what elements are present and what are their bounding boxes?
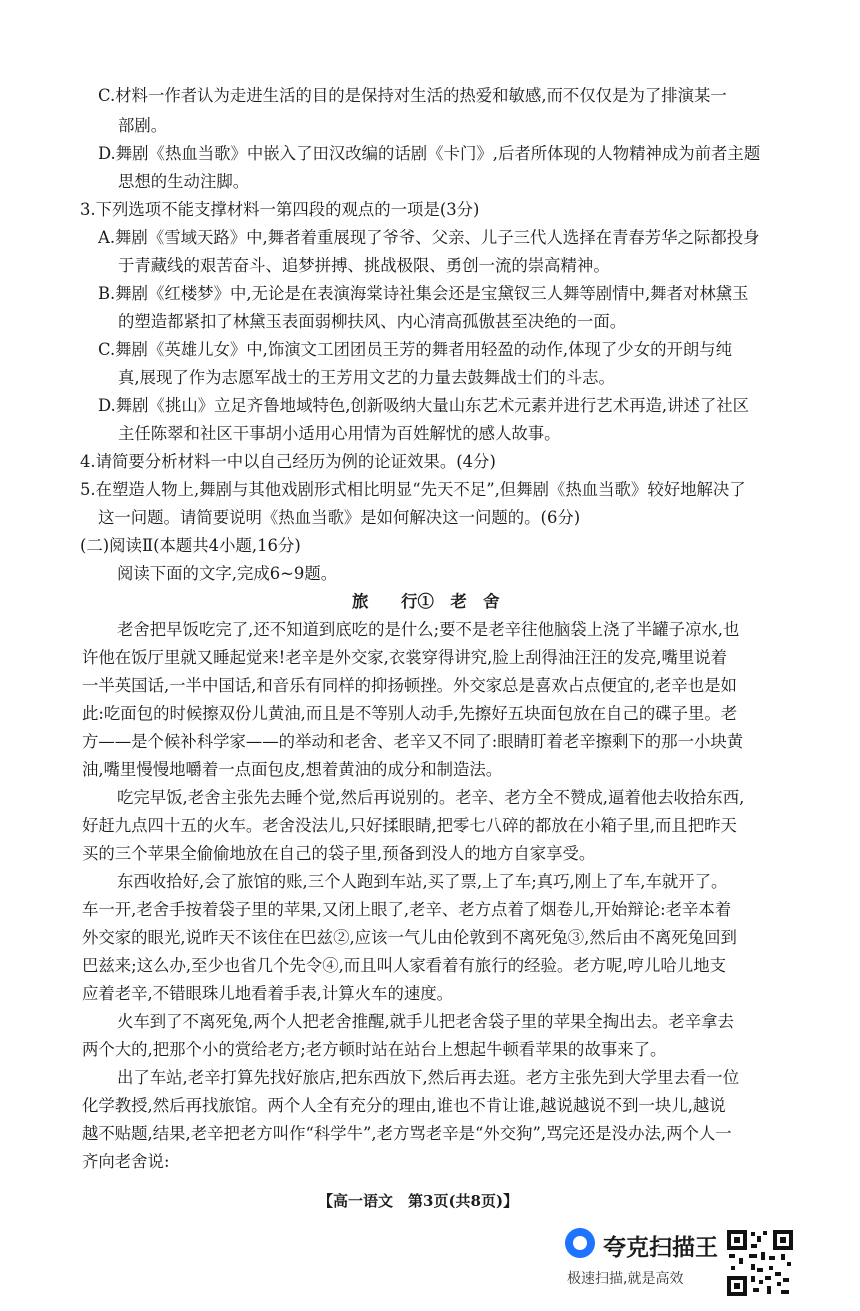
option-2d-line1: D.舞剧《热血当歌》中嵌入了田汉改编的话剧《卡门》,后者所体现的人物精神成为前者主题 (98, 144, 761, 163)
question-5-line1: 5.在塑造人物上,舞剧与其他戏剧形式相比明显“先天不足”,但舞剧《热血当歌》较好地解决了 (80, 480, 746, 499)
option-3b-line2: 的塑造都紧扣了林黛玉表面弱柳扶风、内心清高孤傲甚至决绝的一面。 (118, 312, 627, 331)
passage-line: 吃完早饭,老舍主张先去睡个觉,然后再说别的。老辛、老方全不赞成,逼着他去收拾东西, (117, 788, 745, 807)
option-3b-line1: B.舞剧《红楼梦》中,无论是在表演海棠诗社集会还是宝黛钗三人舞等剧情中,舞者对林黛玉 (98, 284, 749, 303)
option-3a-line2: 于青藏线的艰苦奋斗、追梦拼搏、挑战极限、勇创一流的崇高精神。 (118, 256, 610, 275)
option-3c-line1: C.舞剧《英雄儿女》中,饰演文工团团员王芳的舞者用轻盈的动作,体现了少女的开朗与纯 (98, 340, 733, 359)
scanner-watermark (565, 1228, 725, 1288)
question-4: 4.请简要分析材料一中以自己经历为例的论证效果。(4分) (80, 452, 496, 471)
option-2c-line2: 部剧。 (118, 116, 168, 135)
option-2d-line2: 思想的生动注脚。 (118, 172, 250, 191)
question-5-line2: 这一问题。请简要说明《热血当歌》是如何解决这一问题的。(6分) (98, 508, 581, 527)
passage-line: 越不贴题,结果,老辛把老方叫作“科学牛”,老方骂老辛是“外交狗”,骂完还是没办法,两个人一 (82, 1124, 732, 1143)
passage-line: 外交家的眼光,说昨天不该住在巴兹②,应该一气儿由伦敦到不离死兔③,然后由不离死兔回到 (82, 928, 737, 947)
passage-line: 方——是个候补科学家——的举动和老舍、老辛又不同了:眼睛盯着老辛擦剩下的那一小块黄 (82, 732, 744, 751)
passage-line: 出了车站,老辛打算先找好旅店,把东西放下,然后再去逛。老方主张先到大学里去看一位 (117, 1068, 740, 1087)
passage-line: 两个大的,把那个小的赏给老方;老方顿时站在站台上想起牛顿看苹果的故事来了。 (82, 1040, 667, 1059)
passage-line: 一半英国话,一半中国话,和音乐有同样的抑扬顿挫。外交家总是喜欢占点便宜的,老辛也是如 (82, 676, 737, 695)
passage-line: 东西收拾好,会了旅馆的账,三个人跑到车站,买了票,上了车;真巧,刚上了车,车就开了。 (117, 872, 728, 891)
passage-title: 旅 行① 老 舍 (352, 592, 500, 611)
section-header: (二)阅读Ⅱ(本题共4小题,16分) (80, 536, 301, 555)
question-3: 3.下列选项不能支撑材料一第四段的观点的一项是(3分) (80, 200, 480, 219)
option-3d-line1: D.舞剧《挑山》立足齐鲁地域特色,创新吸纳大量山东艺术元素并进行艺术再造,讲述了社区 (98, 396, 750, 415)
quark-logo-icon (565, 1228, 595, 1258)
brand-name: 夸克扫描王 (603, 1235, 718, 1261)
option-2c-line1: C.材料一作者认为走进生活的目的是保持对生活的热爱和敏感,而不仅仅是为了排演某一 (98, 86, 727, 105)
passage-line: 火车到了不离死兔,两个人把老舍推醒,就手儿把老舍袋子里的苹果全掏出去。老辛拿去 (117, 1012, 734, 1031)
page-footer: 【高一语文 第3页(共8页)】 (318, 1192, 519, 1210)
passage-line: 买的三个苹果全偷偷地放在自己的袋子里,预备到没人的地方自家享受。 (82, 844, 596, 863)
passage-line: 化学教授,然后再找旅馆。两个人全有充分的理由,谁也不肯让谁,越说越说不到一块儿,越说 (82, 1096, 726, 1115)
passage-line: 许他在饭厅里就又睡起觉来!老辛是外交家,衣裳穿得讲究,脸上刮得油汪汪的发亮,嘴里说着 (82, 648, 728, 667)
passage-line: 好赶九点四十五的火车。老舍没法儿,只好揉眼睛,把零七八碎的都放在小箱子里,而且把昨天 (82, 816, 737, 835)
option-3a-line1: A.舞剧《雪域天路》中,舞者着重展现了爷爷、父亲、儿子三代人选择在青春芳华之际都投身 (98, 228, 760, 247)
passage-line: 应着老辛,不错眼珠儿地看着手表,计算火车的速度。 (82, 984, 454, 1003)
passage-line: 油,嘴里慢慢地嚼着一点面包皮,想着黄油的成分和制造法。 (82, 760, 503, 779)
passage-line: 老舍把早饭吃完了,还不知道到底吃的是什么;要不是老辛往他脑袋上浇了半罐子凉水,也 (117, 620, 740, 639)
passage-line: 此:吃面包的时候擦双份儿黄油,而且是不等别人动手,先擦好五块面包放在自己的碟子里。老 (82, 704, 738, 723)
option-3c-line2: 真,展现了作为志愿军战士的王芳用文艺的力量去鼓舞战士们的斗志。 (118, 368, 615, 387)
option-3d-line2: 主任陈翠和社区干事胡小适用心用情为百姓解忧的感人故事。 (118, 424, 561, 443)
passage-line: 齐向老舍说: (82, 1152, 170, 1171)
section-instruction: 阅读下面的文字,完成6~9题。 (117, 564, 338, 583)
passage-line: 巴兹来;这么办,至少也省几个先令④,而且叫人家看着有旅行的经验。老方呢,哼儿哈儿地支 (82, 956, 726, 975)
qr-code-icon (725, 1228, 795, 1298)
passage-line: 车一开,老舍手按着袋子里的苹果,又闭上眼了,老辛、老方点着了烟卷儿,开始辩论:老辛本着 (82, 900, 732, 919)
brand-slogan: 极速扫描,就是高效 (567, 1271, 684, 1287)
